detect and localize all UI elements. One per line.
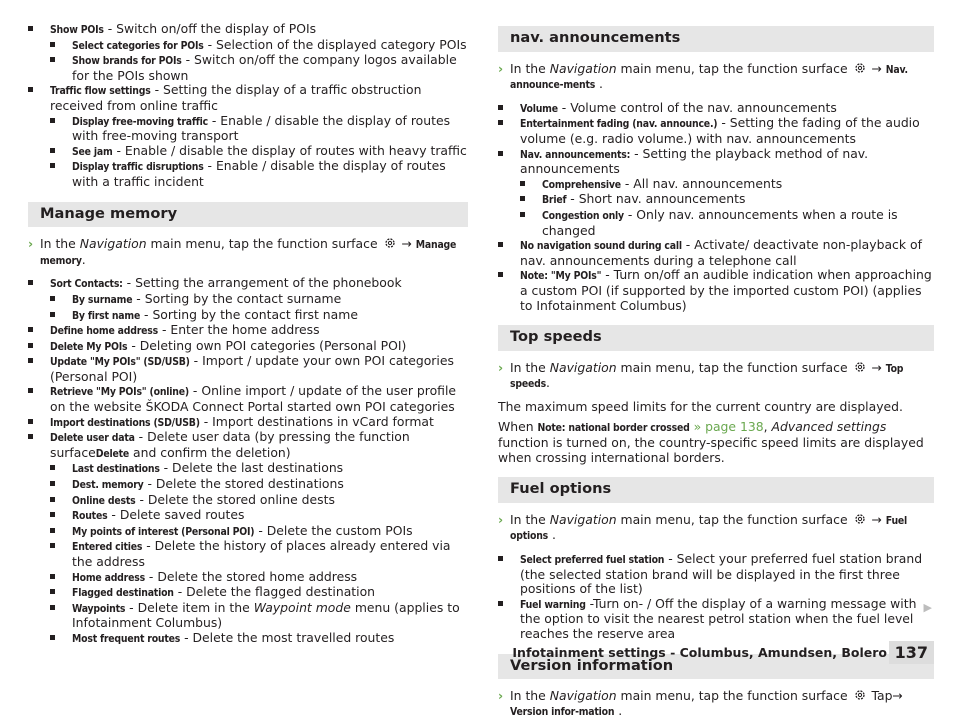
gear-icon (854, 361, 866, 373)
bullet-icon (50, 497, 55, 502)
bullet-icon (50, 512, 55, 517)
item-online-dests: Online dests - Delete the stored online dests (28, 493, 468, 509)
footer-section-title: Infotainment settings - Columbus, Amundsen, Bolero (512, 645, 887, 660)
item-select-categories: Select categories for POIs - Selection of the displayed category POIs (28, 38, 468, 54)
bullet-icon (28, 327, 33, 332)
arrow-icon: › (498, 359, 504, 375)
item-routes: Routes - Delete saved routes (28, 508, 468, 524)
bullet-icon (50, 465, 55, 470)
item-see-jam: See jam - Enable / disable the display of routes with heavy traffic (28, 144, 468, 160)
bullet-icon (28, 280, 33, 285)
page-link[interactable]: » page 138 (689, 419, 764, 435)
bullet-icon (28, 343, 33, 348)
instruction-nav-announcements: › In the Navigation main menu, tap the function surface → Nav. announce-ments . (498, 60, 908, 92)
item-by-surname: By surname - Sorting by the contact surname (28, 292, 468, 308)
bullet-icon (50, 57, 55, 62)
heading-version-information: Version information (498, 654, 934, 680)
item-nav-announcements: Nav. announcements: - Setting the playback method of nav. announcements (498, 147, 934, 177)
instruction-fuel-options: › In the Navigation main menu, tap the function surface → Fuel options . (498, 511, 908, 543)
bullet-icon (50, 148, 55, 153)
bullet-icon (50, 605, 55, 610)
item-dest-memory: Dest. memory - Delete the stored destinations (28, 477, 468, 493)
left-column (28, 22, 468, 647)
bullet-icon (28, 419, 33, 424)
bullet-icon (50, 312, 55, 317)
bullet-icon (50, 589, 55, 594)
paragraph-border-crossed: When Note: national border crossed » page 138, Advanced settings function is turned on, the country-specific speed limits are displayed when crossing international borders. (498, 419, 924, 465)
arrow-icon: › (498, 511, 504, 527)
item-retrieve-my-pois: Retrieve "My POIs" (online) - Online import / update of the user profile on the website ŠKODA Connect Portal started own POI categories (28, 384, 468, 414)
page-number: 137 (889, 641, 934, 664)
bullet-icon (28, 358, 33, 363)
continue-icon: ▶ (923, 601, 932, 614)
item-preferred-fuel-station: Select preferred fuel station - Select your preferred fuel station brand (the selected station brand will be displayed in the first three positions of the list) (498, 552, 934, 597)
item-entertainment-fading: Entertainment fading (nav. announce.) - Setting the fading of the audio volume (e.g. radio volume.) with nav. announcements (498, 116, 934, 146)
gear-icon (854, 513, 866, 525)
bullet-icon (28, 26, 33, 31)
arrow-icon: › (498, 688, 504, 704)
page-footer (0, 640, 960, 668)
instruction-version-information: › In the Navigation main menu, tap the function surface Tap→ Version infor-mation . (498, 688, 903, 718)
gear-icon (854, 689, 866, 701)
arrow-icon: › (498, 60, 504, 76)
bullet-icon (498, 120, 503, 125)
item-define-home: Define home address - Enter the home address (28, 323, 468, 339)
item-comprehensive: Comprehensive - All nav. announcements (498, 177, 934, 193)
bullet-icon (28, 388, 33, 393)
bullet-icon (50, 296, 55, 301)
item-traffic-flow: Traffic flow settings - Setting the display of a traffic obstruction received from online traffic (28, 83, 468, 113)
item-entered-cities: Entered cities - Delete the history of places already entered via the address (28, 539, 468, 569)
bullet-icon (498, 151, 503, 156)
item-fuel-warning: Fuel warning -Turn on- / Off the display of a warning message with the option to visit the nearest petrol station when the fuel level reaches the reserve area (498, 597, 934, 642)
item-free-moving: Display free-moving traffic - Enable / disable the display of routes with free-moving transport (28, 114, 468, 144)
item-no-nav-sound: No navigation sound during call - Activate/ deactivate non-playback of nav. announcements during a telephone call (498, 238, 934, 268)
bullet-icon (28, 87, 33, 92)
bullet-icon (50, 574, 55, 579)
paragraph-max-speeds: The maximum speed limits for the current country are displayed. (498, 398, 903, 414)
bullet-icon (520, 196, 525, 201)
bullet-icon (50, 528, 55, 533)
item-personal-poi: My points of interest (Personal POI) - Delete the custom POIs (28, 524, 468, 540)
instruction-top-speeds: › In the Navigation main menu, tap the function surface → Top speeds. (498, 359, 904, 391)
item-last-destinations: Last destinations - Delete the last destinations (28, 461, 468, 477)
item-note-my-pois: Note: "My POIs" - Turn on/off an audible indication when approaching a custom POI (if supported by the imported custom POI) (applies to Infotainment Columbus) (498, 268, 934, 313)
bullet-icon (498, 556, 503, 561)
bullet-icon (50, 42, 55, 47)
item-congestion-only: Congestion only - Only nav. announcements when a route is changed (498, 208, 934, 238)
heading-fuel-options: Fuel options (498, 477, 934, 503)
item-delete-user-data: Delete user data - Delete user data (by pressing the function surfaceDelete and confirm the deletion) (28, 430, 468, 461)
bullet-icon (50, 481, 55, 486)
bullet-icon (520, 212, 525, 217)
item-delete-my-pois: Delete My POIs - Deleting own POI categories (Personal POI) (28, 339, 468, 355)
bullet-icon (498, 242, 503, 247)
right-column (498, 26, 934, 727)
item-brief: Brief - Short nav. announcements (498, 192, 934, 208)
gear-icon (854, 62, 866, 74)
item-waypoints: Waypoints - Delete item in the Waypoint mode menu (applies to Infotainment Columbus) (28, 601, 468, 631)
heading-manage-memory: Manage memory (28, 202, 468, 228)
item-most-frequent-routes: Most frequent routes - Delete the most travelled routes (28, 631, 468, 647)
arrow-icon: › (28, 236, 34, 252)
bullet-icon (28, 434, 33, 439)
item-flagged-destination: Flagged destination - Delete the flagged destination (28, 585, 468, 601)
heading-nav-announcements: nav. announcements (498, 26, 934, 52)
item-home-address: Home address - Delete the stored home address (28, 570, 468, 586)
item-import-destinations: Import destinations (SD/USB) - Import destinations in vCard format (28, 415, 468, 431)
bullet-icon (498, 601, 503, 606)
gear-icon (384, 237, 396, 249)
bullet-icon (498, 272, 503, 277)
bullet-icon (50, 118, 55, 123)
bullet-icon (50, 163, 55, 168)
bullet-icon (520, 181, 525, 186)
item-traffic-disruptions: Display traffic disruptions - Enable / disable the display of routes with a traffic incident (28, 159, 468, 189)
bullet-icon (498, 105, 503, 110)
heading-top-speeds: Top speeds (498, 325, 934, 351)
item-show-pois: Show POIs - Switch on/off the display of POIs (28, 22, 468, 38)
item-show-brands: Show brands for POIs - Switch on/off the company logos available for the POIs shown (28, 53, 468, 83)
item-by-first-name: By first name - Sorting by the contact first name (28, 308, 468, 324)
item-update-my-pois: Update "My POIs" (SD/USB) - Import / update your own POI categories (Personal POI) (28, 354, 468, 384)
bullet-icon (50, 543, 55, 548)
instruction-manage-memory: › In the Navigation main menu, tap the function surface → Manage memory. (28, 236, 457, 267)
item-sort-contacts: Sort Contacts: - Setting the arrangement of the phonebook (28, 276, 468, 292)
item-volume: Volume - Volume control of the nav. announcements (498, 101, 934, 117)
